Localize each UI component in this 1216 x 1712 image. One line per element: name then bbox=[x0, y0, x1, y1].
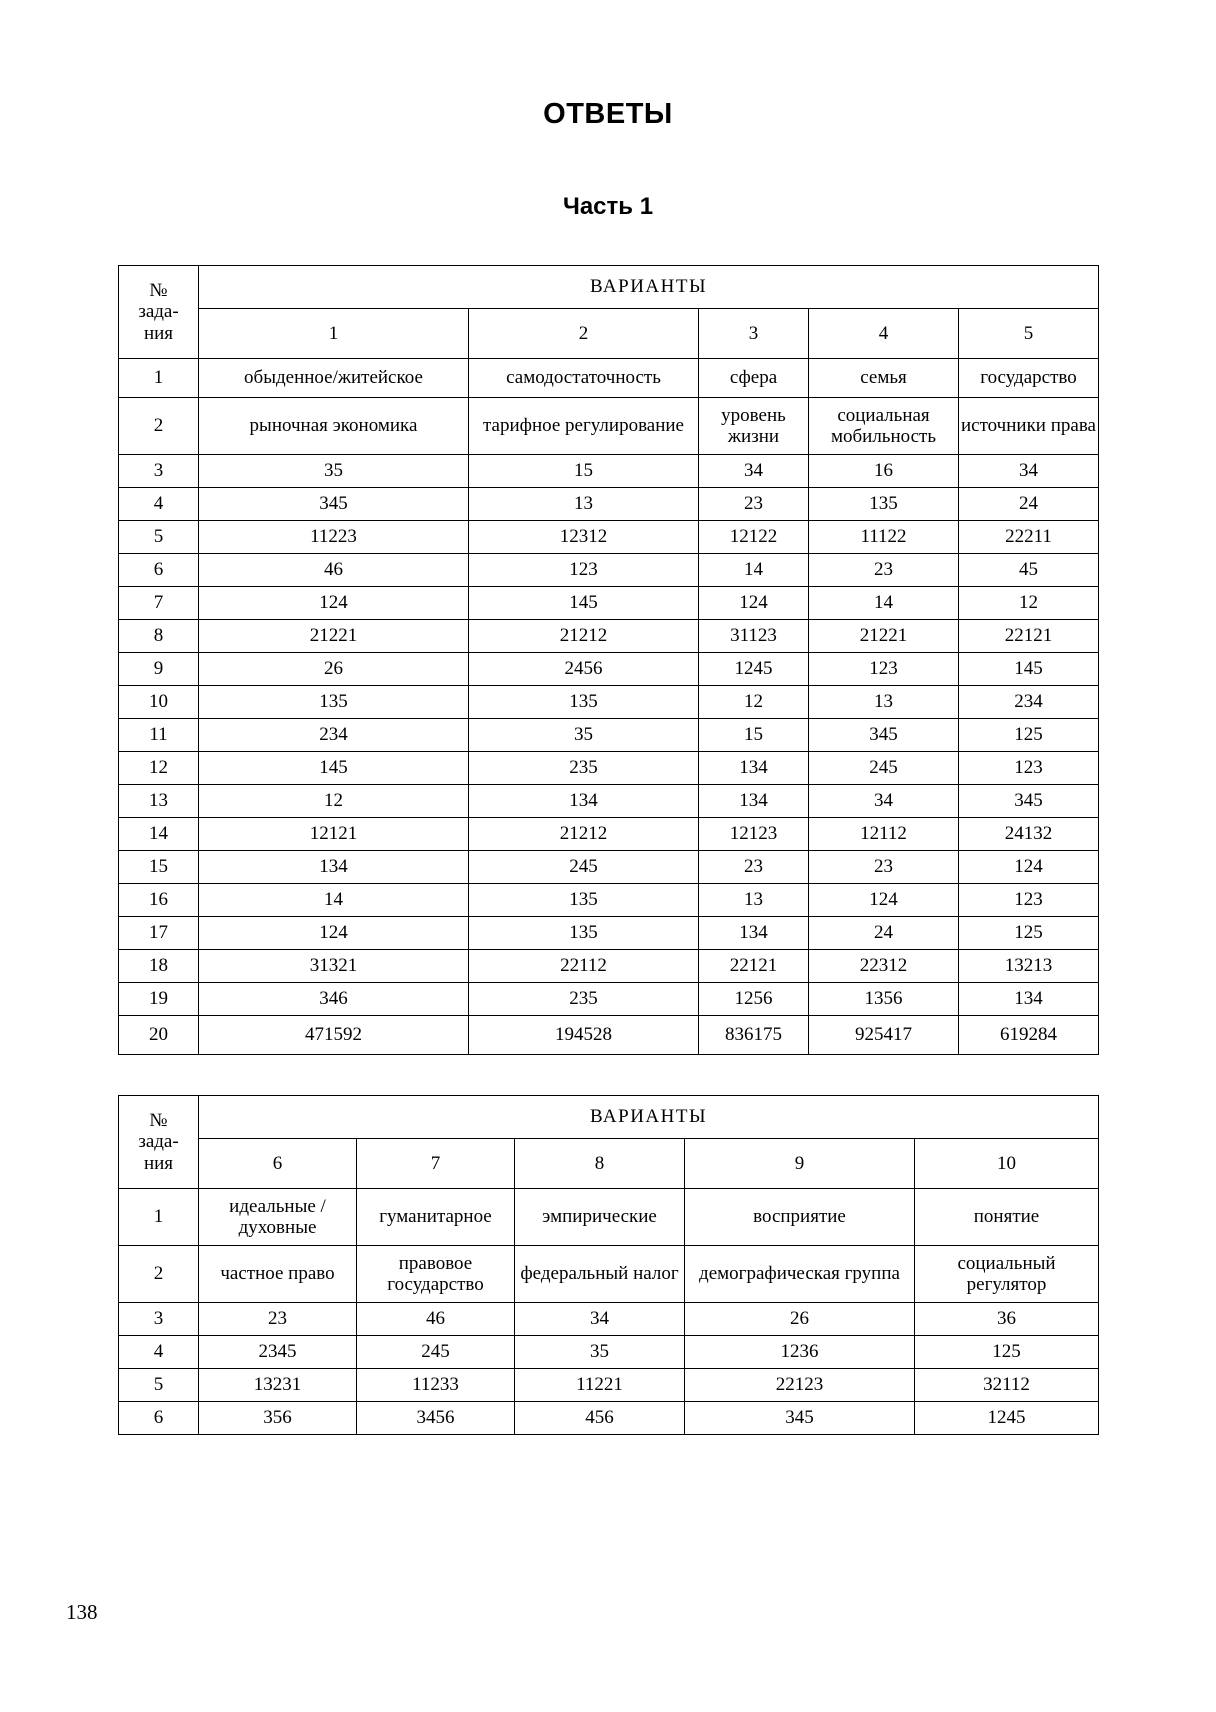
table-row bbox=[119, 1016, 1099, 1055]
answer-cell: 123 bbox=[809, 653, 959, 686]
answer-cell: 134 bbox=[699, 785, 809, 818]
answer-cell: 12121 bbox=[199, 818, 469, 851]
answer-cell: 15 bbox=[469, 455, 699, 488]
answers-table-2-wrapper bbox=[118, 1095, 1098, 1435]
task-number: 1 bbox=[119, 359, 199, 398]
row-label-line-1: № bbox=[149, 1110, 168, 1132]
variant-columns-row bbox=[119, 1139, 1099, 1189]
answer-cell: эмпирические bbox=[515, 1189, 685, 1246]
answer-cell: 1256 bbox=[699, 983, 809, 1016]
answer-cell: 124 bbox=[809, 884, 959, 917]
answer-cell: 134 bbox=[699, 917, 809, 950]
answer-cell: 135 bbox=[469, 686, 699, 719]
variants-header: ВАРИАНТЫ bbox=[199, 1096, 1099, 1139]
answer-cell: 124 bbox=[199, 587, 469, 620]
table-row bbox=[119, 587, 1099, 620]
answer-cell: 836175 bbox=[699, 1016, 809, 1055]
answer-cell: гуманитарное bbox=[357, 1189, 515, 1246]
table-row bbox=[119, 488, 1099, 521]
answer-cell: 345 bbox=[199, 488, 469, 521]
answer-cell: 234 bbox=[199, 719, 469, 752]
row-label-line-2: зада- bbox=[138, 1131, 179, 1153]
task-number: 2 bbox=[119, 398, 199, 455]
task-number: 20 bbox=[119, 1016, 199, 1055]
answer-cell: 31123 bbox=[699, 620, 809, 653]
answer-cell: 35 bbox=[199, 455, 469, 488]
table-row bbox=[119, 1369, 1099, 1402]
answer-cell: 456 bbox=[515, 1402, 685, 1435]
table-row bbox=[119, 719, 1099, 752]
answer-cell: 31321 bbox=[199, 950, 469, 983]
answer-cell: 23 bbox=[199, 1303, 357, 1336]
answer-cell: 14 bbox=[699, 554, 809, 587]
answer-cell: частное право bbox=[199, 1246, 357, 1303]
answer-cell: 13 bbox=[809, 686, 959, 719]
answer-cell: 124 bbox=[199, 917, 469, 950]
table-row bbox=[119, 917, 1099, 950]
table-row bbox=[119, 686, 1099, 719]
task-number: 7 bbox=[119, 587, 199, 620]
answer-cell: понятие bbox=[915, 1189, 1099, 1246]
task-number: 14 bbox=[119, 818, 199, 851]
table-row bbox=[119, 752, 1099, 785]
answer-cell: рыночная экономика bbox=[199, 398, 469, 455]
task-number: 12 bbox=[119, 752, 199, 785]
task-number: 9 bbox=[119, 653, 199, 686]
answer-cell: 11223 bbox=[199, 521, 469, 554]
row-label-header bbox=[119, 266, 199, 359]
answer-cell: 2456 bbox=[469, 653, 699, 686]
table-row bbox=[119, 1303, 1099, 1336]
task-number: 4 bbox=[119, 488, 199, 521]
answer-cell: 13 bbox=[469, 488, 699, 521]
variant-column-8: 8 bbox=[515, 1139, 685, 1189]
variant-column-1: 1 bbox=[199, 309, 469, 359]
answer-cell: 245 bbox=[469, 851, 699, 884]
answer-cell: 345 bbox=[685, 1402, 915, 1435]
answer-cell: 12 bbox=[959, 587, 1099, 620]
table-row bbox=[119, 1189, 1099, 1246]
task-number: 18 bbox=[119, 950, 199, 983]
answer-cell: 46 bbox=[199, 554, 469, 587]
answer-cell: 123 bbox=[959, 884, 1099, 917]
variants-header: ВАРИАНТЫ bbox=[199, 266, 1099, 309]
answer-cell: 23 bbox=[809, 554, 959, 587]
variant-column-4: 4 bbox=[809, 309, 959, 359]
table-row bbox=[119, 785, 1099, 818]
answer-cell: 125 bbox=[959, 917, 1099, 950]
answer-cell: 22112 bbox=[469, 950, 699, 983]
variant-column-2: 2 bbox=[469, 309, 699, 359]
answer-cell: 1236 bbox=[685, 1336, 915, 1369]
answer-cell: 134 bbox=[199, 851, 469, 884]
answer-cell: 1356 bbox=[809, 983, 959, 1016]
answer-cell: 23 bbox=[699, 488, 809, 521]
row-label-line-1: № bbox=[149, 280, 168, 302]
table-header-row bbox=[119, 266, 1099, 309]
table-header-row bbox=[119, 1096, 1099, 1139]
answer-cell: 194528 bbox=[469, 1016, 699, 1055]
answer-cell: 16 bbox=[809, 455, 959, 488]
answer-cell: сфера bbox=[699, 359, 809, 398]
answer-cell: 925417 bbox=[809, 1016, 959, 1055]
answer-cell: 34 bbox=[515, 1303, 685, 1336]
answer-cell: 125 bbox=[915, 1336, 1099, 1369]
answer-cell: 15 bbox=[699, 719, 809, 752]
task-number: 13 bbox=[119, 785, 199, 818]
answer-cell: уровень жизни bbox=[699, 398, 809, 455]
task-number: 11 bbox=[119, 719, 199, 752]
answer-cell: обыденное/житейское bbox=[199, 359, 469, 398]
variant-column-9: 9 bbox=[685, 1139, 915, 1189]
variant-column-7: 7 bbox=[357, 1139, 515, 1189]
answer-cell: 135 bbox=[469, 917, 699, 950]
answer-cell: 22121 bbox=[959, 620, 1099, 653]
row-label-header bbox=[119, 1096, 199, 1189]
table-row bbox=[119, 455, 1099, 488]
answer-cell: 34 bbox=[809, 785, 959, 818]
task-number: 3 bbox=[119, 1303, 199, 1336]
answer-cell: государство bbox=[959, 359, 1099, 398]
table-row bbox=[119, 983, 1099, 1016]
task-number: 5 bbox=[119, 1369, 199, 1402]
answer-cell: 125 bbox=[959, 719, 1099, 752]
table-row bbox=[119, 1246, 1099, 1303]
answer-cell: 32112 bbox=[915, 1369, 1099, 1402]
answer-cell: 23 bbox=[699, 851, 809, 884]
answer-cell: 124 bbox=[699, 587, 809, 620]
variant-column-3: 3 bbox=[699, 309, 809, 359]
answer-cell: 135 bbox=[469, 884, 699, 917]
answer-cell: 12312 bbox=[469, 521, 699, 554]
table-row bbox=[119, 653, 1099, 686]
answer-cell: 471592 bbox=[199, 1016, 469, 1055]
answer-cell: 134 bbox=[469, 785, 699, 818]
task-number: 15 bbox=[119, 851, 199, 884]
answer-cell: 235 bbox=[469, 752, 699, 785]
answer-cell: 12123 bbox=[699, 818, 809, 851]
answer-cell: восприятие bbox=[685, 1189, 915, 1246]
table-row bbox=[119, 1336, 1099, 1369]
answers-table-2 bbox=[118, 1095, 1099, 1435]
answer-cell: 12 bbox=[699, 686, 809, 719]
table-row bbox=[119, 620, 1099, 653]
answer-cell: 346 bbox=[199, 983, 469, 1016]
table-row bbox=[119, 359, 1099, 398]
answer-cell: источники права bbox=[959, 398, 1099, 455]
answer-cell: 345 bbox=[809, 719, 959, 752]
answer-cell: социальная мобильность bbox=[809, 398, 959, 455]
answer-cell: 3456 bbox=[357, 1402, 515, 1435]
answer-cell: 145 bbox=[959, 653, 1099, 686]
answer-cell: 135 bbox=[809, 488, 959, 521]
task-number: 4 bbox=[119, 1336, 199, 1369]
answer-cell: 34 bbox=[959, 455, 1099, 488]
table-row bbox=[119, 1402, 1099, 1435]
table-row bbox=[119, 950, 1099, 983]
answer-cell: 13231 bbox=[199, 1369, 357, 1402]
answer-cell: 22312 bbox=[809, 950, 959, 983]
page-number: 138 bbox=[66, 1600, 98, 1624]
answer-cell: 24 bbox=[959, 488, 1099, 521]
table-row bbox=[119, 398, 1099, 455]
answer-cell: 46 bbox=[357, 1303, 515, 1336]
answer-cell: 21212 bbox=[469, 818, 699, 851]
variant-column-5: 5 bbox=[959, 309, 1099, 359]
answer-cell: 24 bbox=[809, 917, 959, 950]
answer-cell: 345 bbox=[959, 785, 1099, 818]
answer-cell: семья bbox=[809, 359, 959, 398]
table-row bbox=[119, 884, 1099, 917]
task-number: 6 bbox=[119, 1402, 199, 1435]
task-number: 10 bbox=[119, 686, 199, 719]
answer-cell: 123 bbox=[959, 752, 1099, 785]
answer-cell: 235 bbox=[469, 983, 699, 1016]
answer-cell: 45 bbox=[959, 554, 1099, 587]
answer-cell: 245 bbox=[357, 1336, 515, 1369]
answer-cell: 2345 bbox=[199, 1336, 357, 1369]
answer-cell: 23 bbox=[809, 851, 959, 884]
answer-cell: 234 bbox=[959, 686, 1099, 719]
table-row bbox=[119, 554, 1099, 587]
answer-cell: 145 bbox=[199, 752, 469, 785]
answer-cell: 1245 bbox=[915, 1402, 1099, 1435]
task-number: 8 bbox=[119, 620, 199, 653]
answer-cell: 1245 bbox=[699, 653, 809, 686]
answers-table-1-wrapper bbox=[118, 265, 1098, 1055]
answer-cell: 21221 bbox=[809, 620, 959, 653]
answer-cell: 22211 bbox=[959, 521, 1099, 554]
answer-cell: самодостаточность bbox=[469, 359, 699, 398]
answer-cell: 26 bbox=[685, 1303, 915, 1336]
answer-cell: 26 bbox=[199, 653, 469, 686]
part-title: Часть 1 bbox=[562, 193, 654, 220]
answer-cell: 12112 bbox=[809, 818, 959, 851]
task-number: 3 bbox=[119, 455, 199, 488]
task-number: 6 bbox=[119, 554, 199, 587]
answer-cell: 35 bbox=[469, 719, 699, 752]
table-row bbox=[119, 521, 1099, 554]
row-label-line-3: ния bbox=[143, 1152, 174, 1174]
answer-cell: 145 bbox=[469, 587, 699, 620]
answer-cell: правовое государство bbox=[357, 1246, 515, 1303]
answer-cell: 12 bbox=[199, 785, 469, 818]
answer-cell: 13213 bbox=[959, 950, 1099, 983]
answer-cell: демографическая группа bbox=[685, 1246, 915, 1303]
variant-column-10: 10 bbox=[915, 1139, 1099, 1189]
answer-cell: тарифное регулирование bbox=[469, 398, 699, 455]
answers-table-1 bbox=[118, 265, 1099, 1055]
answer-cell: 11122 bbox=[809, 521, 959, 554]
answer-cell: 34 bbox=[699, 455, 809, 488]
row-label-line-3: ния bbox=[143, 322, 174, 344]
answer-cell: 21212 bbox=[469, 620, 699, 653]
answer-cell: 14 bbox=[199, 884, 469, 917]
answer-cell: 12122 bbox=[699, 521, 809, 554]
answer-cell: идеальные / духовные bbox=[199, 1189, 357, 1246]
task-number: 1 bbox=[119, 1189, 199, 1246]
answer-cell: 24132 bbox=[959, 818, 1099, 851]
answer-cell: 245 bbox=[809, 752, 959, 785]
answer-cell: 123 bbox=[469, 554, 699, 587]
answer-cell: 11221 bbox=[515, 1369, 685, 1402]
answer-cell: 356 bbox=[199, 1402, 357, 1435]
task-number: 2 bbox=[119, 1246, 199, 1303]
task-number: 19 bbox=[119, 983, 199, 1016]
answer-cell: 22123 bbox=[685, 1369, 915, 1402]
table-row bbox=[119, 818, 1099, 851]
task-number: 17 bbox=[119, 917, 199, 950]
row-label-line-2: зада- bbox=[138, 301, 179, 323]
answer-cell: 619284 bbox=[959, 1016, 1099, 1055]
task-number: 5 bbox=[119, 521, 199, 554]
answer-cell: 134 bbox=[699, 752, 809, 785]
answer-cell: федеральный налог bbox=[515, 1246, 685, 1303]
table-row bbox=[119, 851, 1099, 884]
answer-cell: 135 bbox=[199, 686, 469, 719]
answer-cell: 22121 bbox=[699, 950, 809, 983]
answer-cell: социальный регулятор bbox=[915, 1246, 1099, 1303]
variant-column-6: 6 bbox=[199, 1139, 357, 1189]
answer-cell: 11233 bbox=[357, 1369, 515, 1402]
task-number: 16 bbox=[119, 884, 199, 917]
answer-cell: 124 bbox=[959, 851, 1099, 884]
page-title: ОТВЕТЫ bbox=[543, 98, 673, 130]
answer-cell: 14 bbox=[809, 587, 959, 620]
answer-cell: 36 bbox=[915, 1303, 1099, 1336]
answer-cell: 134 bbox=[959, 983, 1099, 1016]
variant-columns-row bbox=[119, 309, 1099, 359]
answer-cell: 13 bbox=[699, 884, 809, 917]
answer-cell: 21221 bbox=[199, 620, 469, 653]
answer-cell: 35 bbox=[515, 1336, 685, 1369]
